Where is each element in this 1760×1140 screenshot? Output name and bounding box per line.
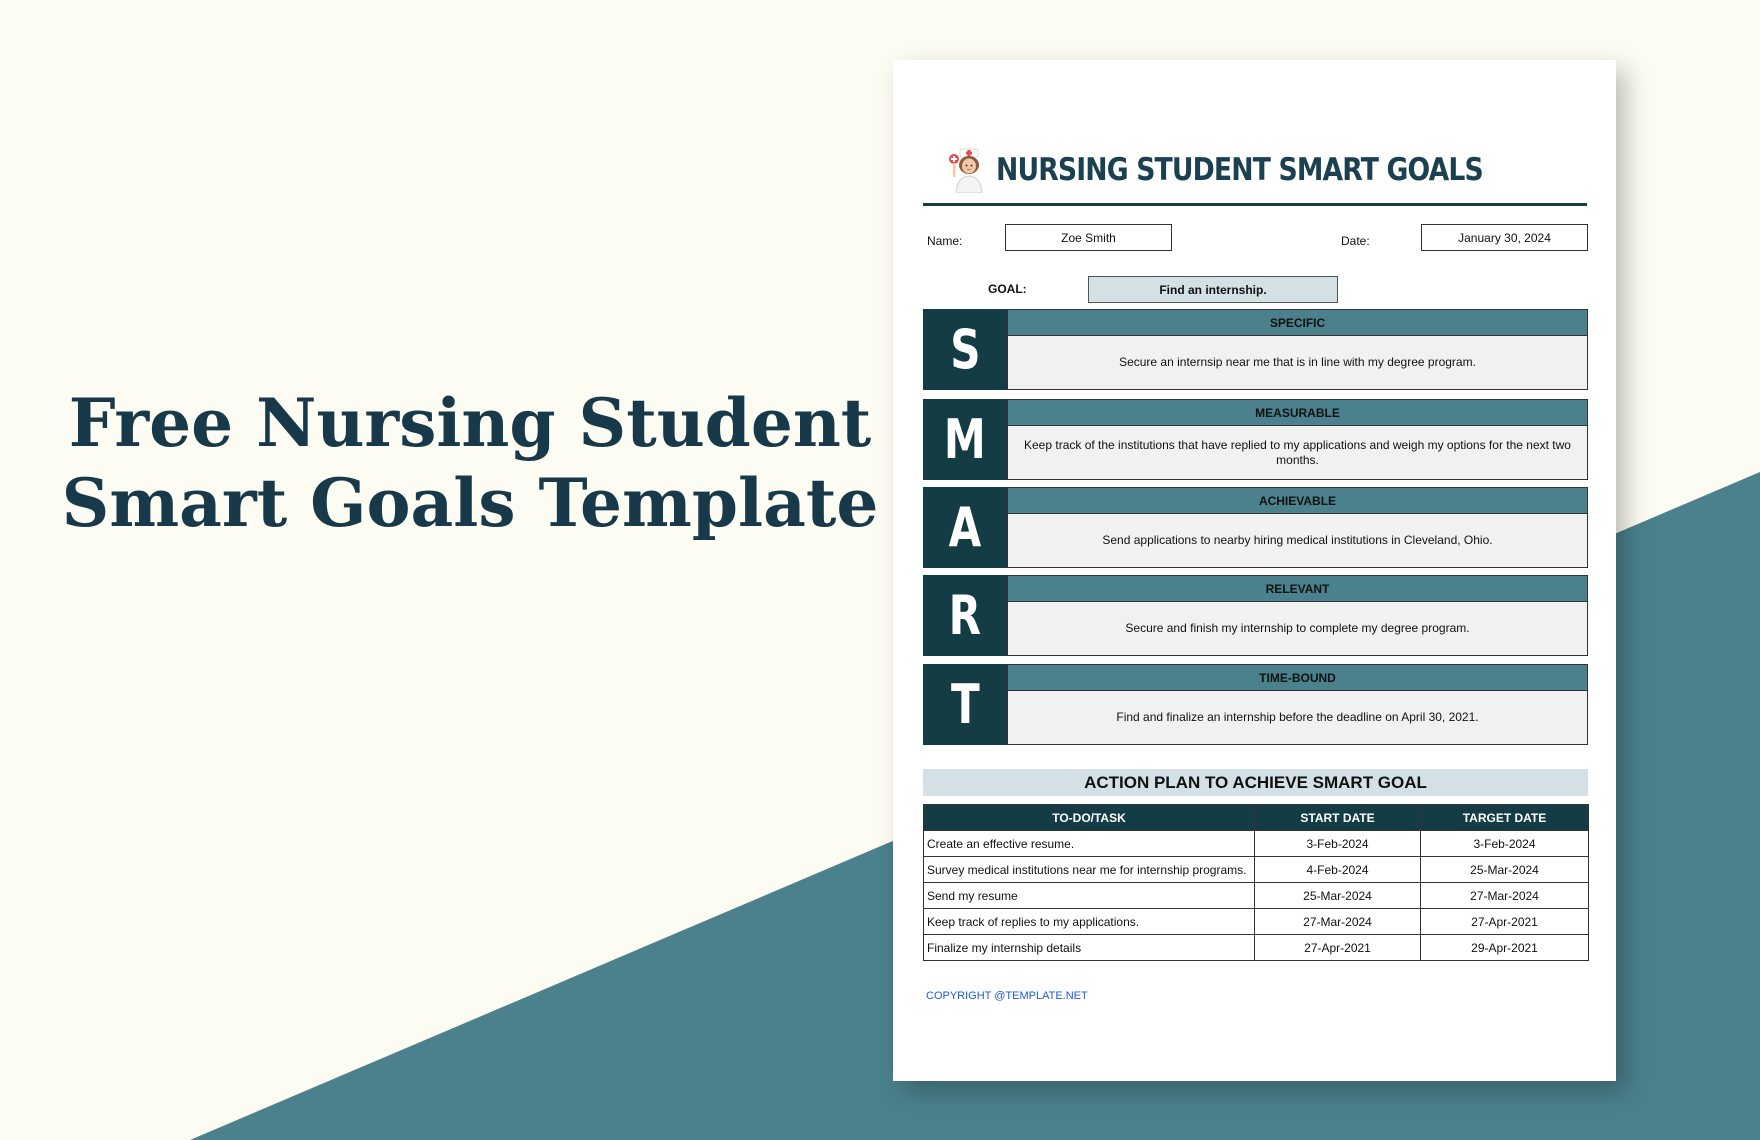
smart-letter: R xyxy=(923,575,1007,656)
table-row xyxy=(924,883,1589,909)
smart-description[interactable]: Secure an internsip near me that is in line with my degree program. xyxy=(1007,336,1588,390)
smart-letter: T xyxy=(923,664,1007,745)
smart-row-achievable xyxy=(923,487,1588,568)
smart-description[interactable]: Send applications to nearby hiring medical institutions in Cleveland, Ohio. xyxy=(1007,514,1588,568)
target-date-cell[interactable]: 27-Mar-2024 xyxy=(1421,883,1589,909)
smart-letter: A xyxy=(923,487,1007,568)
action-plan-title: ACTION PLAN TO ACHIEVE SMART GOAL xyxy=(923,769,1588,796)
smart-heading: SPECIFIC xyxy=(1007,309,1588,336)
hero-title xyxy=(60,383,880,543)
smart-row-measurable xyxy=(923,399,1588,480)
target-date-cell[interactable]: 3-Feb-2024 xyxy=(1421,831,1589,857)
copyright-link[interactable]: COPYRIGHT @TEMPLATE.NET xyxy=(926,990,1088,1002)
document-page xyxy=(893,60,1616,1081)
table-row xyxy=(924,935,1589,961)
target-date-cell[interactable]: 27-Apr-2021 xyxy=(1421,909,1589,935)
column-header-task: TO-DO/TASK xyxy=(924,805,1255,831)
document-header xyxy=(923,150,1587,190)
smart-letter: M xyxy=(923,399,1007,480)
task-cell[interactable]: Survey medical institutions near me for internship programs. xyxy=(924,857,1255,883)
goal-field[interactable]: Find an internship. xyxy=(1088,276,1338,303)
table-header-row xyxy=(924,805,1589,831)
start-date-cell[interactable]: 27-Mar-2024 xyxy=(1255,909,1421,935)
hero-title-line-1: Free Nursing Student xyxy=(68,384,872,462)
hero-title-line-2: Smart Goals Template xyxy=(61,464,879,542)
start-date-cell[interactable]: 27-Apr-2021 xyxy=(1255,935,1421,961)
table-row xyxy=(924,857,1589,883)
task-cell[interactable]: Finalize my internship details xyxy=(924,935,1255,961)
column-header-target-date: TARGET DATE xyxy=(1421,805,1589,831)
smart-description[interactable]: Keep track of the institutions that have replied to my applications and weigh my options for the next two months. xyxy=(1007,426,1588,480)
date-label: Date: xyxy=(1341,234,1370,248)
name-label: Name: xyxy=(927,234,963,248)
title-divider xyxy=(923,203,1587,206)
goal-label: GOAL: xyxy=(988,282,1027,296)
task-cell[interactable]: Send my resume xyxy=(924,883,1255,909)
column-header-start-date: START DATE xyxy=(1255,805,1421,831)
smart-description[interactable]: Secure and finish my internship to complete my degree program. xyxy=(1007,602,1588,656)
smart-heading: MEASURABLE xyxy=(1007,399,1588,426)
smart-row-relevant xyxy=(923,575,1588,656)
smart-letter: S xyxy=(923,309,1007,390)
start-date-cell[interactable]: 3-Feb-2024 xyxy=(1255,831,1421,857)
table-row xyxy=(924,909,1589,935)
smart-row-specific xyxy=(923,309,1588,390)
smart-description[interactable]: Find and finalize an internship before the deadline on April 30, 2021. xyxy=(1007,691,1588,745)
smart-heading: RELEVANT xyxy=(1007,575,1588,602)
table-row xyxy=(924,831,1589,857)
document-title: NURSING STUDENT SMART GOALS xyxy=(995,152,1483,188)
date-field[interactable]: January 30, 2024 xyxy=(1421,224,1588,251)
start-date-cell[interactable]: 25-Mar-2024 xyxy=(1255,883,1421,909)
target-date-cell[interactable]: 25-Mar-2024 xyxy=(1421,857,1589,883)
nurse-icon xyxy=(948,147,988,193)
smart-heading: ACHIEVABLE xyxy=(1007,487,1588,514)
start-date-cell[interactable]: 4-Feb-2024 xyxy=(1255,857,1421,883)
task-cell[interactable]: Create an effective resume. xyxy=(924,831,1255,857)
target-date-cell[interactable]: 29-Apr-2021 xyxy=(1421,935,1589,961)
name-field[interactable]: Zoe Smith xyxy=(1005,224,1172,251)
task-cell[interactable]: Keep track of replies to my applications. xyxy=(924,909,1255,935)
smart-row-time-bound xyxy=(923,664,1588,745)
action-plan-table xyxy=(923,804,1589,961)
smart-heading: TIME-BOUND xyxy=(1007,664,1588,691)
